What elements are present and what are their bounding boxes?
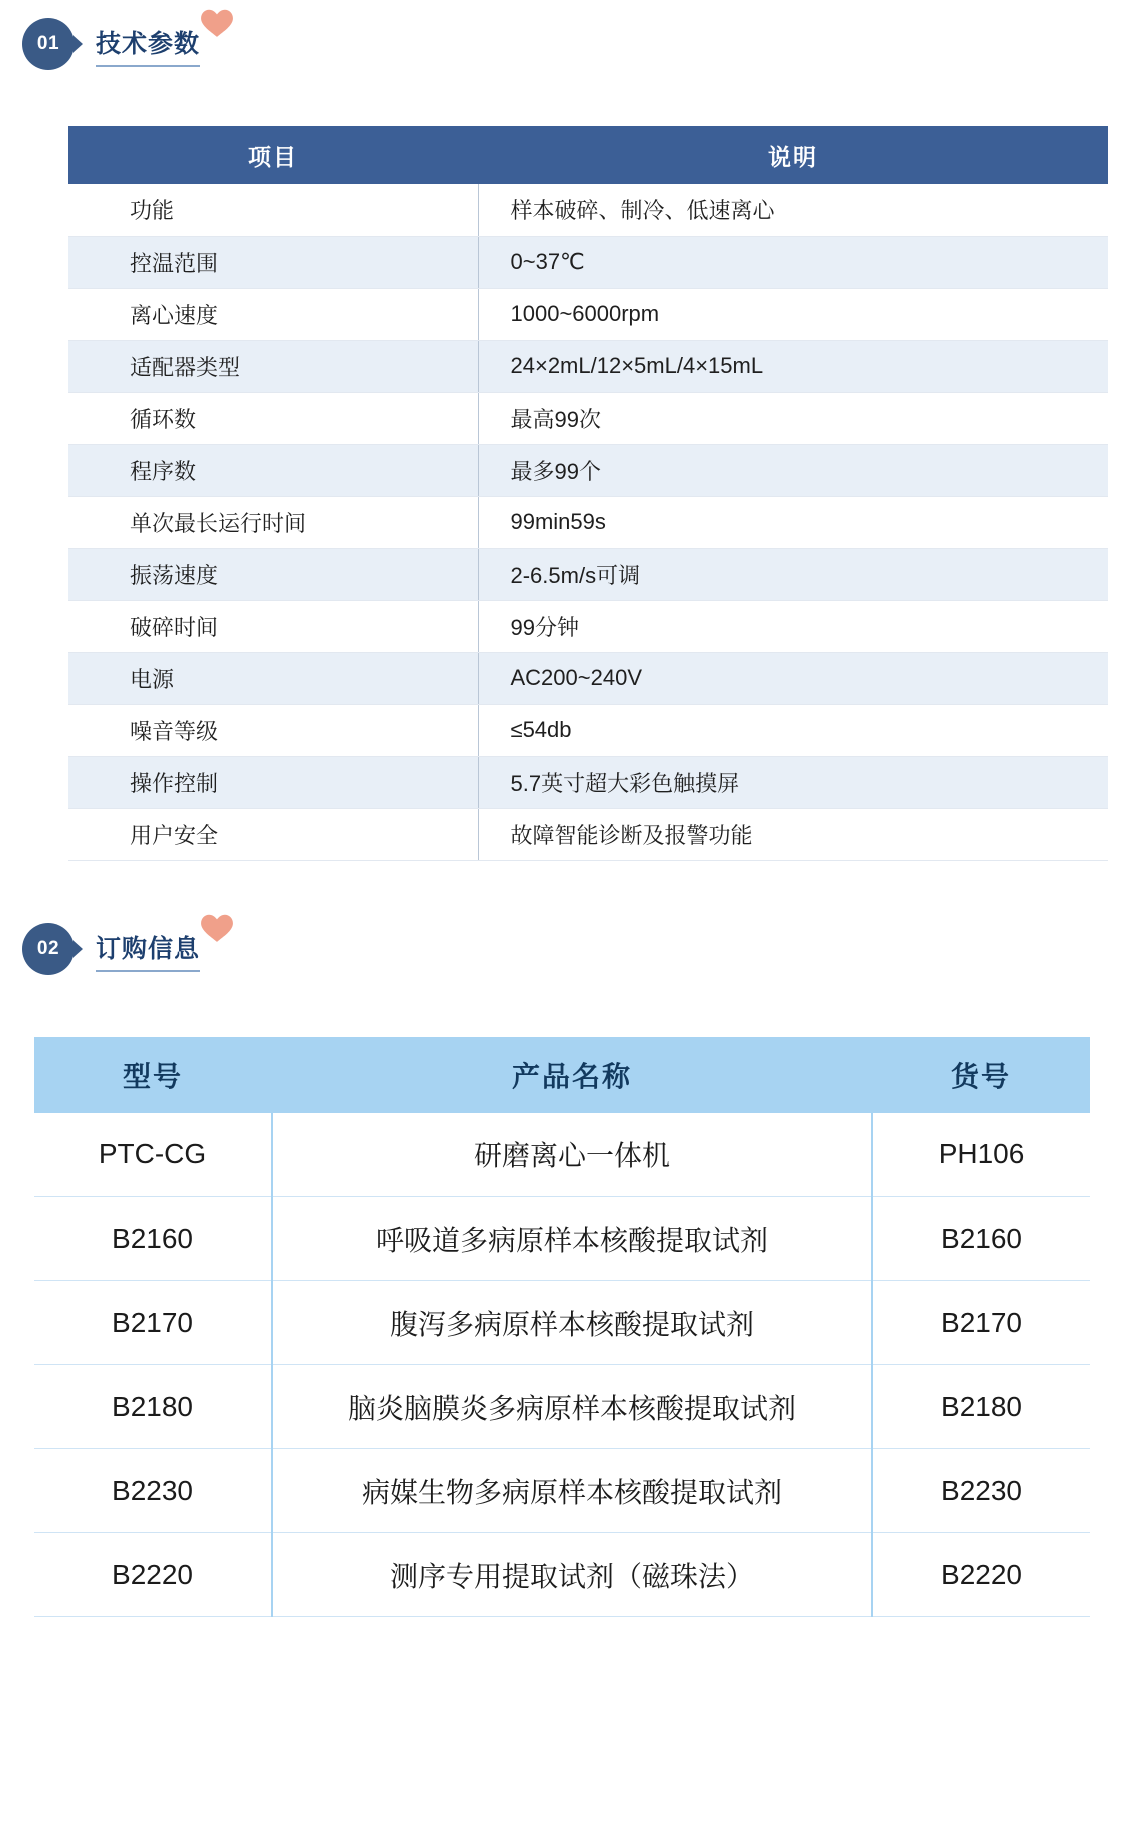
order-catalog-number: B2230	[872, 1449, 1090, 1533]
spec-item: 程序数	[68, 444, 478, 496]
spec-item: 振荡速度	[68, 548, 478, 600]
spec-value: 1000~6000rpm	[478, 288, 1108, 340]
order-product-name: 呼吸道多病原样本核酸提取试剂	[272, 1197, 872, 1281]
section-title-01: 技术参数	[96, 24, 200, 67]
spec-value: 5.7英寸超大彩色触摸屏	[478, 756, 1108, 808]
spec-item: 操作控制	[68, 756, 478, 808]
order-table-head	[34, 1037, 1090, 1113]
order-header-row	[34, 1037, 1090, 1113]
heart-icon	[200, 8, 234, 38]
order-catalog-number: B2170	[872, 1281, 1090, 1365]
table-row	[34, 1113, 1090, 1197]
table-row	[68, 652, 1108, 704]
ordering-information-table	[34, 1037, 1090, 1618]
section-header-ordering-information	[22, 923, 1132, 999]
order-model: B2220	[34, 1533, 272, 1617]
spec-value: 2-6.5m/s可调	[478, 548, 1108, 600]
table-row	[34, 1533, 1090, 1617]
order-header-product-name: 产品名称	[272, 1037, 872, 1113]
table-row	[68, 184, 1108, 236]
table-row	[34, 1449, 1090, 1533]
spec-value: 99分钟	[478, 600, 1108, 652]
order-catalog-number: B2160	[872, 1197, 1090, 1281]
table-row	[68, 340, 1108, 392]
spec-table-head	[68, 126, 1108, 184]
order-model: B2180	[34, 1365, 272, 1449]
order-header-catalog-number: 货号	[872, 1037, 1090, 1113]
spec-table-body	[68, 184, 1108, 860]
spec-item: 用户安全	[68, 808, 478, 860]
table-row	[68, 600, 1108, 652]
spec-value: 24×2mL/12×5mL/4×15mL	[478, 340, 1108, 392]
table-row	[68, 236, 1108, 288]
table-row	[68, 756, 1108, 808]
order-header-model: 型号	[34, 1037, 272, 1113]
table-row	[34, 1365, 1090, 1449]
spec-value: ≤54db	[478, 704, 1108, 756]
table-row	[68, 288, 1108, 340]
order-product-name: 研磨离心一体机	[272, 1113, 872, 1197]
order-model: B2230	[34, 1449, 272, 1533]
spec-item: 功能	[68, 184, 478, 236]
table-row	[68, 392, 1108, 444]
spec-item: 离心速度	[68, 288, 478, 340]
order-catalog-number: PH106	[872, 1113, 1090, 1197]
section-title-wrap-02	[96, 929, 200, 972]
order-model: B2170	[34, 1281, 272, 1365]
table-row	[34, 1197, 1090, 1281]
spec-value: 故障智能诊断及报警功能	[478, 808, 1108, 860]
spec-item: 适配器类型	[68, 340, 478, 392]
table-row	[68, 444, 1108, 496]
order-catalog-number: B2180	[872, 1365, 1090, 1449]
table-row	[68, 808, 1108, 860]
order-table-body	[34, 1113, 1090, 1617]
spec-item: 电源	[68, 652, 478, 704]
table-row	[34, 1281, 1090, 1365]
spec-item: 破碎时间	[68, 600, 478, 652]
spec-value: 0~37℃	[478, 236, 1108, 288]
order-model: B2160	[34, 1197, 272, 1281]
order-catalog-number: B2220	[872, 1533, 1090, 1617]
order-model: PTC-CG	[34, 1113, 272, 1197]
table-row	[68, 704, 1108, 756]
spec-item: 循环数	[68, 392, 478, 444]
spec-value: AC200~240V	[478, 652, 1108, 704]
order-product-name: 脑炎脑膜炎多病原样本核酸提取试剂	[272, 1365, 872, 1449]
heart-icon	[200, 913, 234, 943]
spec-item: 单次最长运行时间	[68, 496, 478, 548]
spec-item: 控温范围	[68, 236, 478, 288]
order-product-name: 腹泻多病原样本核酸提取试剂	[272, 1281, 872, 1365]
spec-value: 样本破碎、制冷、低速离心	[478, 184, 1108, 236]
section-title-02: 订购信息	[96, 929, 200, 972]
section-number-badge-01	[22, 18, 74, 70]
spec-header-description: 说明	[478, 126, 1108, 184]
section-number-label: 02	[36, 937, 60, 959]
spec-value: 99min59s	[478, 496, 1108, 548]
section-number-badge-02	[22, 923, 74, 975]
order-product-name: 病媒生物多病原样本核酸提取试剂	[272, 1449, 872, 1533]
spec-item: 噪音等级	[68, 704, 478, 756]
table-row	[68, 496, 1108, 548]
section-number-label: 01	[36, 33, 60, 54]
technical-parameters-table	[68, 126, 1108, 861]
table-row	[68, 548, 1108, 600]
spec-header-row	[68, 126, 1108, 184]
section-title-wrap-01	[96, 24, 200, 67]
spec-value: 最多99个	[478, 444, 1108, 496]
spec-value: 最高99次	[478, 392, 1108, 444]
section-header-technical-parameters	[22, 18, 1132, 94]
order-product-name: 测序专用提取试剂（磁珠法）	[272, 1533, 872, 1617]
spec-header-item: 项目	[68, 126, 478, 184]
